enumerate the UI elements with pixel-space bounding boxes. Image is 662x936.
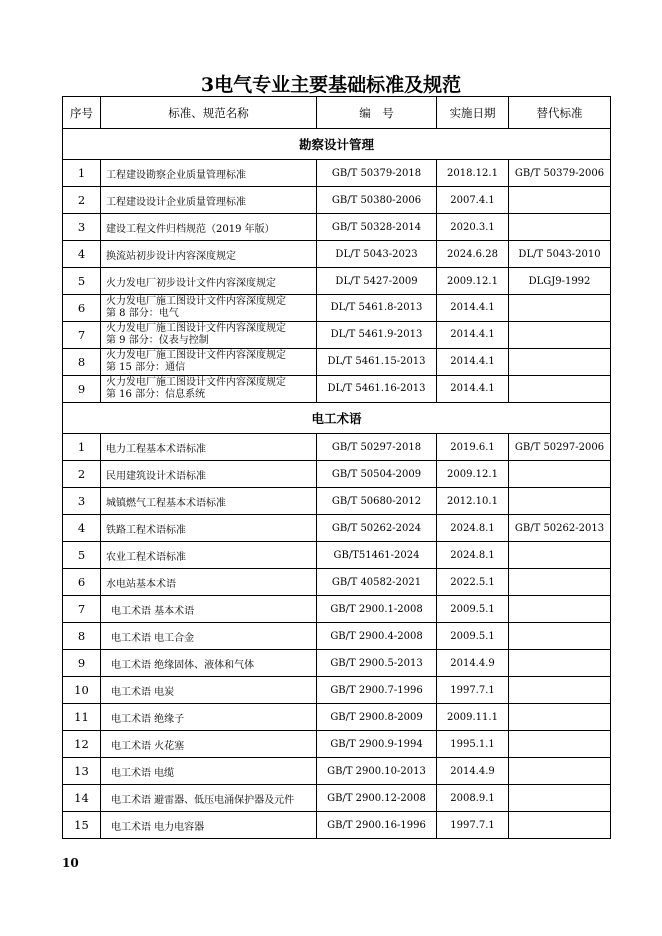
header-code: 编 号 <box>317 97 437 129</box>
cell-replace: GB/T 50297-2006 <box>509 434 611 461</box>
cell-name: 电工术语 避雷器、低压电涌保护器及元件 <box>101 785 317 812</box>
table-row <box>63 241 611 268</box>
cell-replace <box>509 623 611 650</box>
cell-replace <box>509 812 611 839</box>
cell-name-line2: 第 15 部分：通信 <box>106 362 186 373</box>
cell-code: GB/T 50380-2006 <box>317 187 437 214</box>
table-row <box>63 569 611 596</box>
cell-code: GB/T 2900.12-2008 <box>317 785 437 812</box>
cell-replace <box>509 785 611 812</box>
cell-date: 2024.8.1 <box>437 515 509 542</box>
cell-replace <box>509 214 611 241</box>
cell-code: GB/T 50504-2009 <box>317 461 437 488</box>
section-header <box>63 403 611 434</box>
cell-date: 2009.5.1 <box>437 596 509 623</box>
cell-replace <box>509 569 611 596</box>
cell-code: GB/T 2900.10-2013 <box>317 758 437 785</box>
cell-date: 2009.5.1 <box>437 623 509 650</box>
cell-no: 10 <box>63 677 101 704</box>
cell-code: DL/T 5461.15-2013 <box>317 349 437 376</box>
cell-name <box>101 322 317 349</box>
cell-date: 1995.1.1 <box>437 731 509 758</box>
cell-no: 1 <box>63 160 101 187</box>
cell-date: 2014.4.1 <box>437 322 509 349</box>
cell-name: 铁路工程术语标准 <box>101 515 317 542</box>
cell-name-line1: 火力发电厂施工图设计文件内容深度规定 <box>106 377 286 388</box>
cell-name: 电工术语 电缆 <box>101 758 317 785</box>
cell-no: 8 <box>63 623 101 650</box>
page-number: 10 <box>62 856 79 870</box>
table-row <box>63 812 611 839</box>
cell-no: 2 <box>63 187 101 214</box>
cell-code: GB/T51461-2024 <box>317 542 437 569</box>
table-row <box>63 758 611 785</box>
table-row <box>63 515 611 542</box>
cell-date: 2009.12.1 <box>437 461 509 488</box>
table-row <box>63 187 611 214</box>
cell-no: 3 <box>63 214 101 241</box>
cell-name <box>101 376 317 403</box>
cell-replace <box>509 542 611 569</box>
cell-name: 城镇燃气工程基本术语标准 <box>101 488 317 515</box>
cell-date: 2014.4.9 <box>437 758 509 785</box>
cell-no: 7 <box>63 596 101 623</box>
cell-code: GB/T 2900.7-1996 <box>317 677 437 704</box>
cell-replace: GB/T 50379-2006 <box>509 160 611 187</box>
table-row <box>63 731 611 758</box>
cell-no: 3 <box>63 488 101 515</box>
header-name: 标准、规范名称 <box>101 97 317 129</box>
table-row <box>63 785 611 812</box>
cell-no: 12 <box>63 731 101 758</box>
table-row <box>63 596 611 623</box>
table-row <box>63 704 611 731</box>
header-no: 序号 <box>63 97 101 129</box>
cell-code: GB/T 40582-2021 <box>317 569 437 596</box>
cell-name <box>101 295 317 322</box>
cell-code: GB/T 50379-2018 <box>317 160 437 187</box>
cell-code: GB/T 50262-2024 <box>317 515 437 542</box>
table-row <box>63 349 611 376</box>
table-row <box>63 268 611 295</box>
cell-name: 电工术语 火花塞 <box>101 731 317 758</box>
section-title: 电工术语 <box>63 403 611 434</box>
cell-replace: DL/T 5043-2010 <box>509 241 611 268</box>
cell-code: GB/T 2900.4-2008 <box>317 623 437 650</box>
cell-name: 工程建设勘察企业质量管理标准 <box>101 160 317 187</box>
cell-name: 电工术语 电力电容器 <box>101 812 317 839</box>
cell-replace <box>509 376 611 403</box>
cell-no: 4 <box>63 515 101 542</box>
cell-no: 15 <box>63 812 101 839</box>
cell-replace <box>509 677 611 704</box>
table-row <box>63 160 611 187</box>
cell-replace <box>509 488 611 515</box>
cell-no: 6 <box>63 295 101 322</box>
table-row <box>63 623 611 650</box>
cell-date: 2009.12.1 <box>437 268 509 295</box>
cell-date: 2012.10.1 <box>437 488 509 515</box>
cell-date: 2008.9.1 <box>437 785 509 812</box>
cell-replace <box>509 596 611 623</box>
header-replace: 替代标准 <box>509 97 611 129</box>
cell-replace <box>509 187 611 214</box>
cell-code: GB/T 50297-2018 <box>317 434 437 461</box>
cell-no: 2 <box>63 461 101 488</box>
cell-replace: DLGJ9-1992 <box>509 268 611 295</box>
cell-code: GB/T 2900.9-1994 <box>317 731 437 758</box>
cell-replace <box>509 322 611 349</box>
cell-code: DL/T 5043-2023 <box>317 241 437 268</box>
cell-name: 农业工程术语标准 <box>101 542 317 569</box>
page-title: 3电气专业主要基础标准及规范 <box>200 74 462 96</box>
table-header <box>63 97 611 129</box>
cell-code: DL/T 5427-2009 <box>317 268 437 295</box>
cell-name <box>101 349 317 376</box>
section-header <box>63 129 611 160</box>
cell-name: 电工术语 电炭 <box>101 677 317 704</box>
cell-no: 5 <box>63 542 101 569</box>
cell-no: 1 <box>63 434 101 461</box>
table-row <box>63 376 611 403</box>
cell-no: 7 <box>63 322 101 349</box>
cell-no: 4 <box>63 241 101 268</box>
section-title: 勘察设计管理 <box>63 129 611 160</box>
cell-name: 民用建筑设计术语标准 <box>101 461 317 488</box>
cell-code: GB/T 2900.8-2009 <box>317 704 437 731</box>
cell-code: GB/T 2900.1-2008 <box>317 596 437 623</box>
table-row <box>63 677 611 704</box>
cell-replace <box>509 704 611 731</box>
cell-no: 9 <box>63 650 101 677</box>
cell-no: 9 <box>63 376 101 403</box>
cell-name-line2: 第 9 部分：仪表与控制 <box>106 335 209 346</box>
cell-name-line2: 第 8 部分：电气 <box>106 308 179 319</box>
cell-date: 2018.12.1 <box>437 160 509 187</box>
cell-name: 电力工程基本术语标准 <box>101 434 317 461</box>
cell-name: 电工术语 电工合金 <box>101 623 317 650</box>
cell-no: 6 <box>63 569 101 596</box>
cell-date: 2019.6.1 <box>437 434 509 461</box>
cell-name: 火力发电厂初步设计文件内容深度规定 <box>101 268 317 295</box>
cell-date: 2022.5.1 <box>437 569 509 596</box>
cell-date: 2014.4.9 <box>437 650 509 677</box>
cell-name-line2: 第 16 部分：信息系统 <box>106 389 206 400</box>
cell-date: 2014.4.1 <box>437 349 509 376</box>
cell-replace <box>509 349 611 376</box>
cell-date: 2007.4.1 <box>437 187 509 214</box>
table-row <box>63 650 611 677</box>
cell-name: 电工术语 基本术语 <box>101 596 317 623</box>
cell-no: 8 <box>63 349 101 376</box>
cell-code: GB/T 50328-2014 <box>317 214 437 241</box>
cell-replace <box>509 731 611 758</box>
cell-replace <box>509 295 611 322</box>
cell-no: 5 <box>63 268 101 295</box>
cell-date: 2009.11.1 <box>437 704 509 731</box>
cell-date: 2014.4.1 <box>437 295 509 322</box>
cell-replace: GB/T 50262-2013 <box>509 515 611 542</box>
cell-code: GB/T 2900.16-1996 <box>317 812 437 839</box>
cell-no: 14 <box>63 785 101 812</box>
table-row <box>63 434 611 461</box>
table-row <box>63 214 611 241</box>
cell-date: 2024.8.1 <box>437 542 509 569</box>
table-row <box>63 295 611 322</box>
cell-date: 2014.4.1 <box>437 376 509 403</box>
cell-name-line1: 火力发电厂施工图设计文件内容深度规定 <box>106 350 286 361</box>
cell-date: 1997.7.1 <box>437 677 509 704</box>
cell-name: 电工术语 绝缘固体、液体和气体 <box>101 650 317 677</box>
cell-date: 2020.3.1 <box>437 214 509 241</box>
cell-code: GB/T 50680-2012 <box>317 488 437 515</box>
cell-date: 2024.6.28 <box>437 241 509 268</box>
cell-code: GB/T 2900.5-2013 <box>317 650 437 677</box>
cell-code: DL/T 5461.16-2013 <box>317 376 437 403</box>
cell-name-line1: 火力发电厂施工图设计文件内容深度规定 <box>106 296 286 307</box>
table-row <box>63 542 611 569</box>
cell-no: 13 <box>63 758 101 785</box>
header-date: 实施日期 <box>437 97 509 129</box>
cell-date: 1997.7.1 <box>437 812 509 839</box>
table-row <box>63 322 611 349</box>
cell-name: 换流站初步设计内容深度规定 <box>101 241 317 268</box>
cell-name: 水电站基本术语 <box>101 569 317 596</box>
cell-name: 电工术语 绝缘子 <box>101 704 317 731</box>
cell-name-line1: 火力发电厂施工图设计文件内容深度规定 <box>106 323 286 334</box>
table-row <box>63 488 611 515</box>
cell-name: 建设工程文件归档规范（2019 年版） <box>101 214 317 241</box>
cell-replace <box>509 758 611 785</box>
standards-table <box>62 96 611 839</box>
table-row <box>63 461 611 488</box>
cell-code: DL/T 5461.9-2013 <box>317 322 437 349</box>
cell-replace <box>509 461 611 488</box>
table-body <box>63 129 611 839</box>
cell-replace <box>509 650 611 677</box>
cell-name: 工程建设设计企业质量管理标准 <box>101 187 317 214</box>
cell-code: DL/T 5461.8-2013 <box>317 295 437 322</box>
cell-no: 11 <box>63 704 101 731</box>
